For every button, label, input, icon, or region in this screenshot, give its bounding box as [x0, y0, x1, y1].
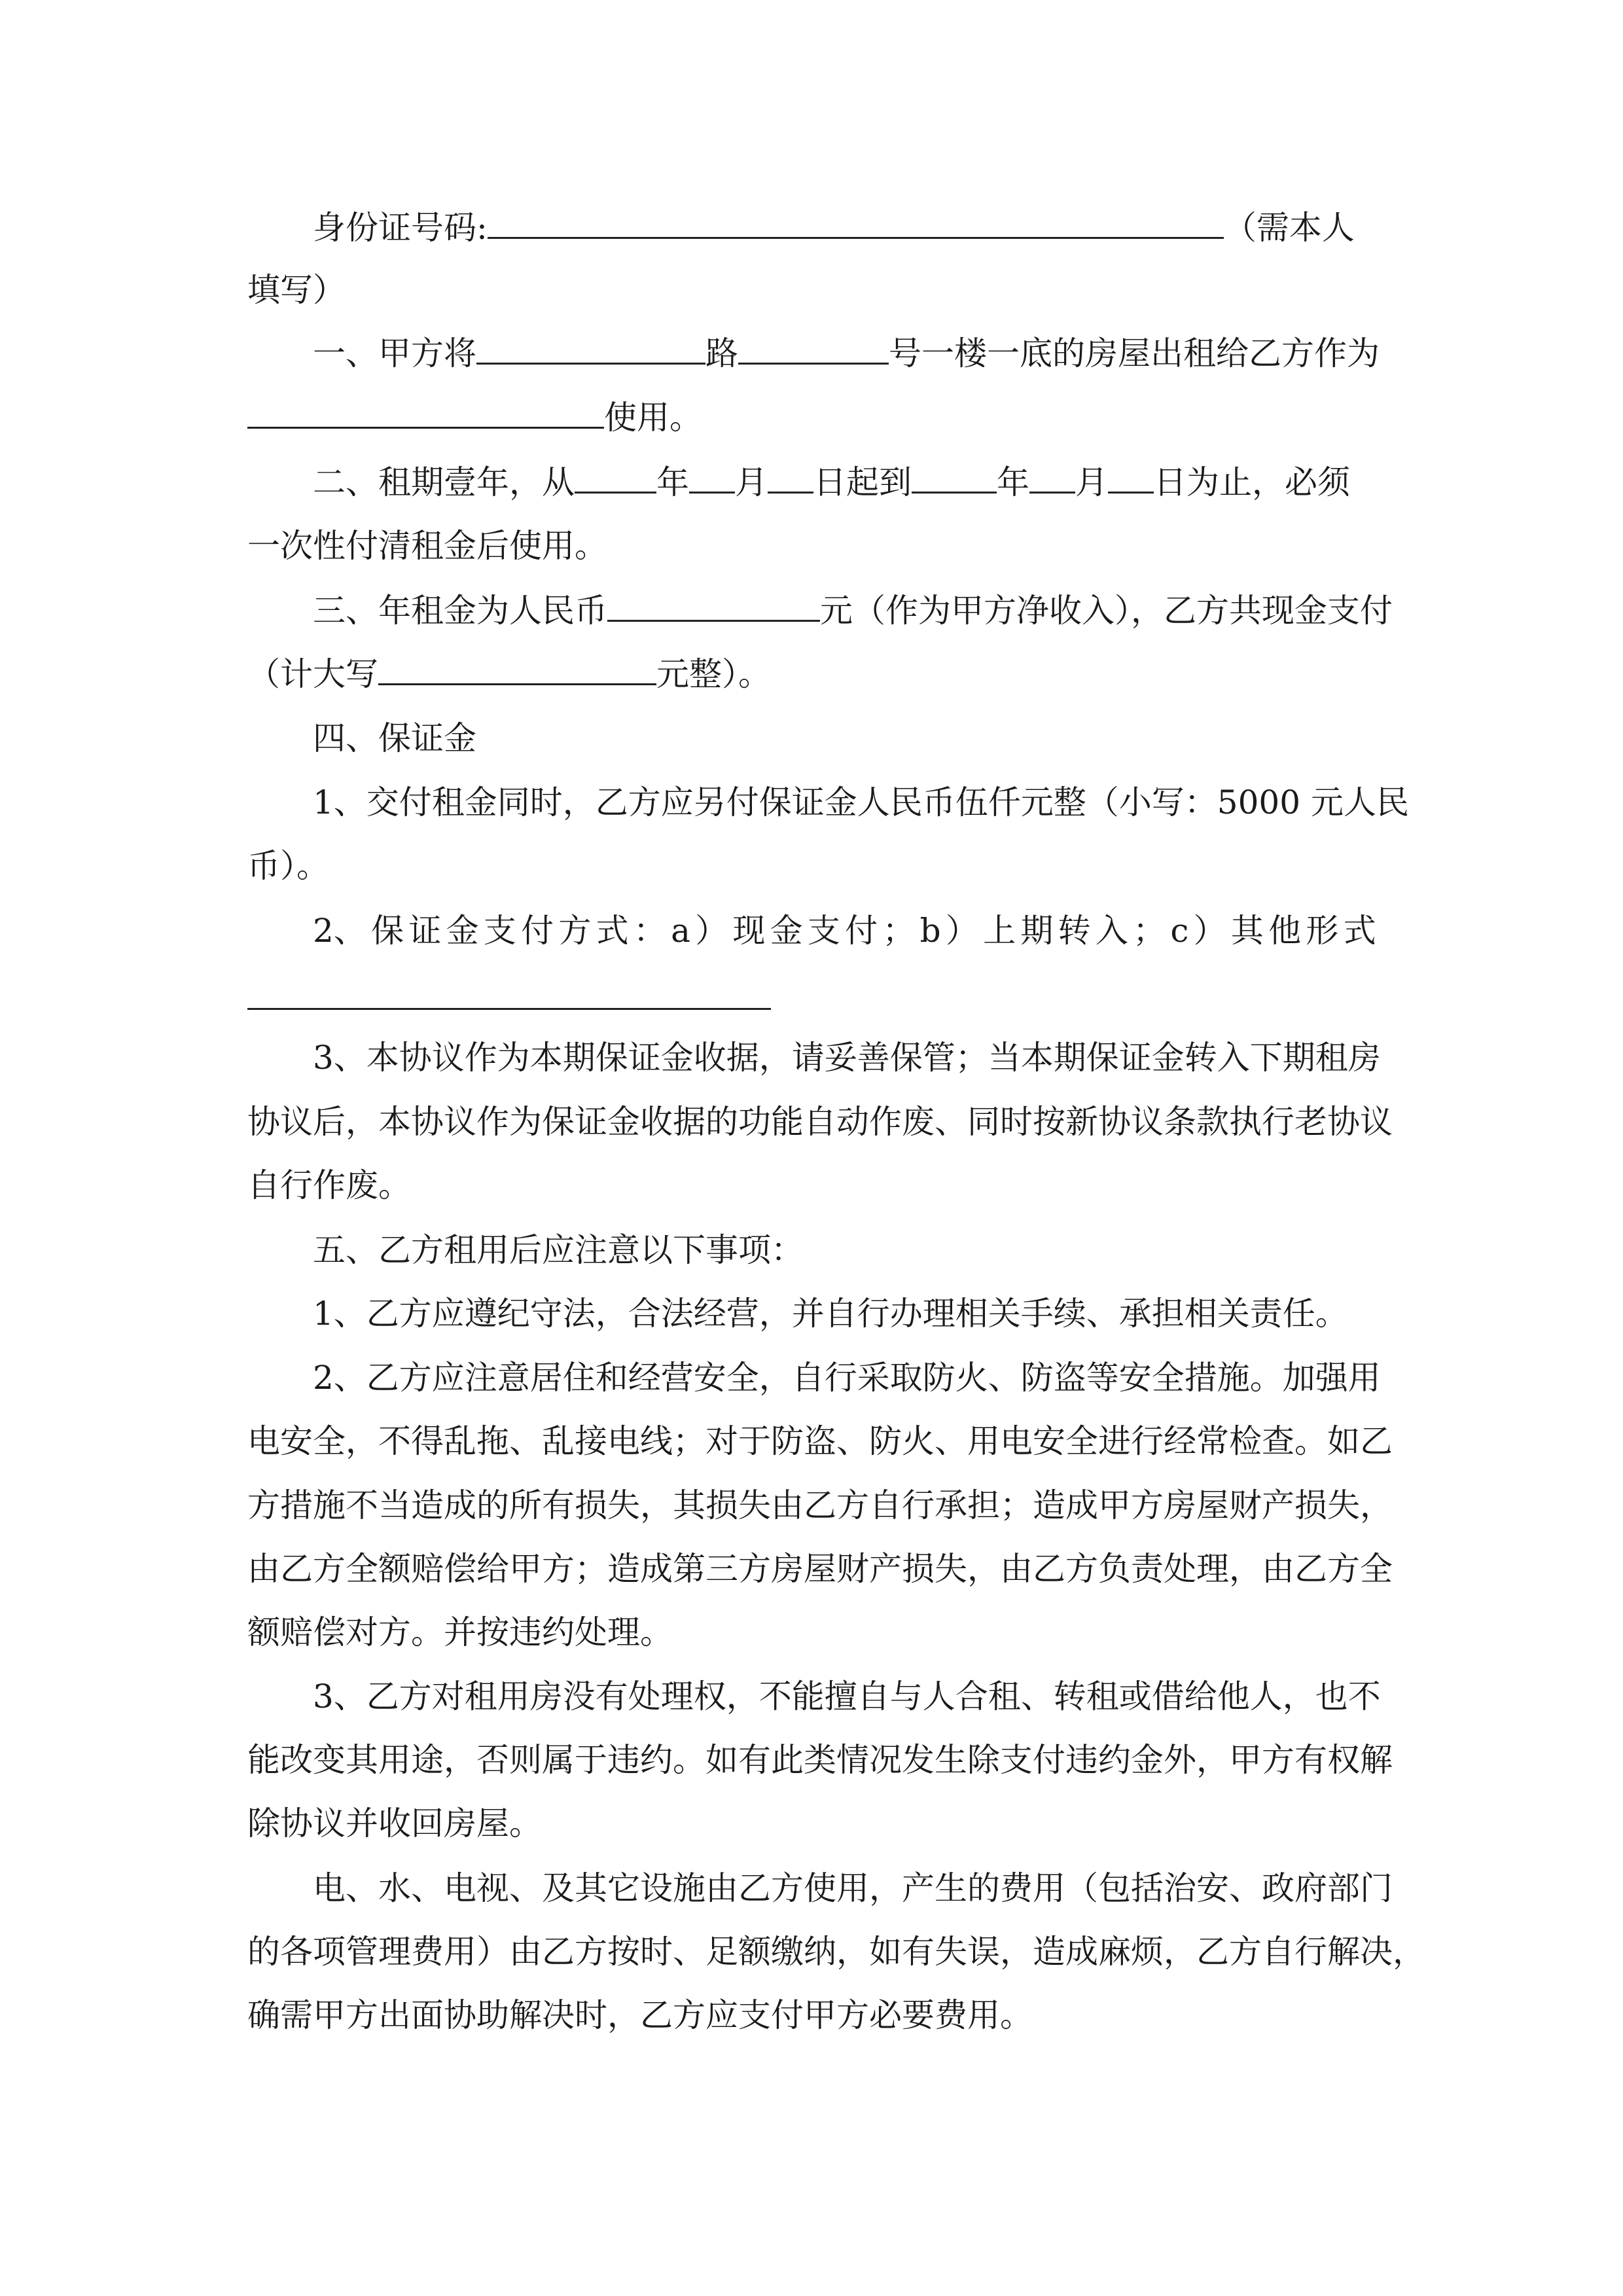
- item-2-char: c: [1170, 912, 1189, 950]
- item-2-char: 证: [408, 912, 442, 950]
- clause-3-line-1: [313, 591, 1393, 630]
- start-month-unit: 月: [735, 463, 768, 501]
- clause-3-line-2: [247, 655, 771, 694]
- clause-2-line-2: 一次性付清租金后使用。: [247, 527, 607, 565]
- start-day-unit: 日起到: [813, 463, 912, 501]
- item-2-char: 转: [1058, 912, 1091, 950]
- usage-purpose-blank[interactable]: [247, 398, 604, 429]
- item-2-char: 保: [371, 912, 404, 950]
- item-2-char: 支: [483, 912, 516, 950]
- utilities-line-3: 确需甲方出面协助解决时，乙方应支付甲方必要费用。: [247, 1996, 1033, 2034]
- item-2-char: 现: [732, 912, 766, 950]
- clause-3-text-b: 元（作为甲方净收入），乙方共现金支付: [820, 592, 1393, 630]
- utilities-line-1: 电、水、电视、及其它设施由乙方使用，产生的费用（包括治安、政府部门: [313, 1869, 1393, 1907]
- id-number-blank[interactable]: [488, 208, 1224, 239]
- clause-5-item-2-line-4: 由乙方全额赔偿给甲方；造成第三方房屋财产损失，由乙方负责处理，由乙方全: [247, 1550, 1393, 1588]
- clause-4-item-2: [313, 911, 1376, 950]
- end-year-unit: 年: [997, 463, 1029, 501]
- utilities-line-2: 的各项管理费用）由乙方按时、足额缴纳，如有失误，造成麻烦，乙方自行解决，: [247, 1933, 1425, 1971]
- road-name-blank[interactable]: [476, 334, 705, 365]
- start-year-blank[interactable]: [575, 463, 656, 493]
- item-2-char: 上: [983, 912, 1016, 950]
- start-year-unit: 年: [656, 463, 689, 501]
- clause-2-line-1: [313, 463, 1350, 502]
- item-2-char: 形: [1306, 912, 1339, 950]
- start-day-blank[interactable]: [768, 463, 813, 493]
- clause-1-text-c: 号一楼一底的房屋出租给乙方作为: [889, 334, 1380, 372]
- item-2-char: 他: [1268, 912, 1302, 950]
- clause-5-item-3-line-3: 除协议并收回房屋。: [247, 1804, 542, 1842]
- clause-2-text-a: 二、租期壹年，从: [313, 463, 575, 501]
- item-2-char: a: [671, 912, 690, 950]
- clause-3-text-d: 元整）。: [656, 655, 771, 693]
- clause-5-item-2-line-3: 方措施不当造成的所有损失，其损失由乙方自行承担；造成甲方房屋财产损失，: [247, 1486, 1393, 1524]
- clause-1-line-1: [313, 334, 1380, 373]
- item-2-char: ：: [633, 912, 666, 950]
- item-2-char: 付: [521, 912, 554, 950]
- end-month-unit: 月: [1075, 463, 1108, 501]
- item-2-char: 式: [596, 912, 629, 950]
- id-number-line: [313, 208, 1355, 247]
- item-2-char: 金: [770, 912, 803, 950]
- item-2-char: ；: [1133, 912, 1166, 950]
- end-year-blank[interactable]: [912, 463, 997, 493]
- item-2-char: 方: [558, 912, 592, 950]
- item-2-char: 付: [845, 912, 878, 950]
- clause-1-text-a: 一、甲方将: [313, 334, 476, 372]
- start-month-blank[interactable]: [689, 463, 735, 493]
- clause-5-item-3-line-2: 能改变其用途，否则属于违约。如有此类情况发生除支付违约金外，甲方有权解: [247, 1741, 1393, 1779]
- item-2-char: ；: [882, 912, 916, 950]
- item-2-char: ）: [695, 912, 728, 950]
- clause-5-item-3-line-1: 3、乙方对租用房没有处理权，不能擅自与人合租、转租或借给他人，也不: [313, 1677, 1381, 1715]
- item-2-char: 式: [1343, 912, 1376, 950]
- id-number-note: （需本人: [1223, 209, 1355, 247]
- clause-4-item-3-line-1: 3、本协议作为本期保证金收据，请妥善保管；当本期保证金转入下期租房: [313, 1039, 1381, 1077]
- end-day-unit: 日为止，必须: [1154, 463, 1350, 501]
- end-month-blank[interactable]: [1029, 463, 1075, 493]
- item-2-char: 入: [1095, 912, 1128, 950]
- rent-in-words-blank[interactable]: [378, 655, 656, 685]
- item-2-char: 其: [1230, 912, 1264, 950]
- clause-5-item-2-line-5: 额赔偿对方。并按违约处理。: [247, 1613, 673, 1651]
- annual-rent-blank[interactable]: [607, 591, 820, 622]
- item-2-char: 2、: [313, 912, 366, 950]
- item-2-char: ）: [945, 912, 978, 950]
- end-day-blank[interactable]: [1108, 463, 1154, 493]
- clause-4-item-3-line-2: 协议后，本协议作为保证金收据的功能自动作废、同时按新协议条款执行老协议: [247, 1103, 1393, 1141]
- clause-3-text-c: （计大写: [247, 655, 378, 693]
- item-2-char: 金: [446, 912, 479, 950]
- clause-1-line-2: [247, 398, 702, 437]
- clause-4-heading: 四、保证金: [313, 719, 476, 757]
- item-2-char: ）: [1193, 912, 1226, 950]
- clause-4-item-3-line-3: 自行作废。: [247, 1166, 411, 1204]
- clause-4-item-1-line-2: 币）。: [247, 847, 329, 885]
- clause-1-text-b: 路: [705, 334, 738, 372]
- clause-5-item-2-line-1: 2、乙方应注意居住和经营安全，自行采取防火、防盗等安全措施。加强用: [313, 1359, 1381, 1397]
- clause-5-item-2-line-2: 电安全，不得乱拖、乱接电线；对于防盗、防火、用电安全进行经常检查。如乙: [247, 1422, 1393, 1460]
- clause-3-text-a: 三、年租金为人民币: [313, 592, 607, 630]
- id-number-note-cont: 填写）: [247, 271, 346, 309]
- clause-5-heading: 五、乙方租用后应注意以下事项：: [313, 1231, 804, 1269]
- item-2-char: b: [919, 912, 941, 950]
- clause-1-text-d: 使用。: [604, 399, 702, 437]
- item-2-char: 支: [807, 912, 840, 950]
- id-number-label: 身份证号码:: [313, 209, 488, 247]
- other-form-blank[interactable]: [247, 1008, 771, 1010]
- house-number-blank[interactable]: [738, 334, 889, 365]
- item-2-char: 期: [1020, 912, 1054, 950]
- clause-4-item-1-line-1: 1、交付租金同时，乙方应另付保证金人民币伍仟元整（小写：5000 元人民: [313, 783, 1409, 821]
- clause-5-item-1: 1、乙方应遵纪守法，合法经营，并自行办理相关手续、承担相关责任。: [313, 1295, 1348, 1333]
